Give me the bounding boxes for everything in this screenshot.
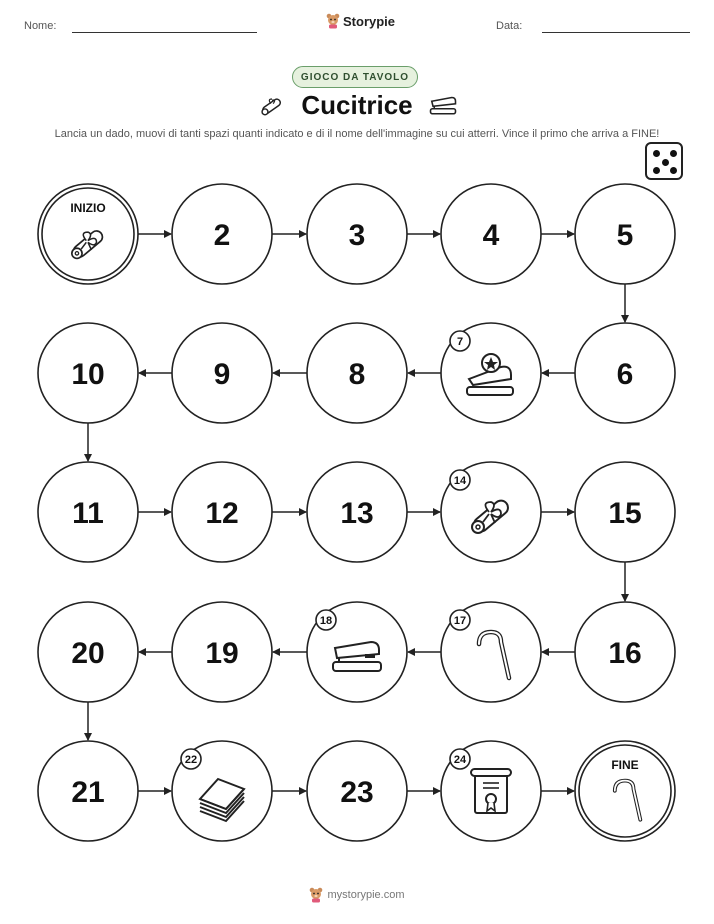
space-number: 21: [71, 776, 105, 809]
space-number-badge: 17: [453, 615, 467, 627]
stapler-icon: [333, 642, 381, 671]
footer: [0, 887, 714, 903]
space-number-badge: 18: [319, 615, 333, 627]
space-number: 4: [482, 219, 500, 252]
space-number: 10: [71, 358, 105, 391]
finish-label: FINE: [611, 758, 639, 772]
board-space: [172, 462, 272, 562]
board-space: [575, 602, 675, 702]
board-space: [38, 323, 138, 423]
board-space: [575, 184, 675, 284]
space-number: 2: [213, 219, 231, 252]
space-number: 3: [348, 219, 366, 252]
board-space: [38, 462, 138, 562]
start-label: INIZIO: [70, 201, 106, 215]
board-space: [172, 741, 272, 841]
space-number: 23: [340, 776, 374, 809]
board-space: [575, 741, 675, 841]
footer-url: mystorypie.com: [327, 889, 405, 901]
board-space: [307, 741, 407, 841]
space-number: 15: [608, 497, 642, 530]
space-number: 9: [213, 358, 231, 391]
space-number: 11: [72, 497, 104, 530]
board-space: [38, 184, 138, 284]
instructions: Lancia un dado, muovi di tanti spazi quanti indicato e di il nome dell'immagine su cui atterri. Vince il primo che arriva a FINE!: [54, 128, 660, 140]
board-space: [307, 462, 407, 562]
space-number-badge: 7: [456, 336, 464, 348]
space-number-badge: 24: [453, 754, 467, 766]
space-number: 5: [616, 219, 634, 252]
board-space: [307, 323, 407, 423]
board-space: [38, 741, 138, 841]
board-space: [172, 184, 272, 284]
brand-name: Storypie: [343, 13, 396, 29]
space-number: 19: [205, 637, 239, 670]
bear-mascot-icon: [309, 887, 323, 903]
board-space: [307, 602, 407, 702]
board-space: [441, 741, 541, 841]
board-space: [441, 323, 541, 423]
board-space: [38, 602, 138, 702]
space-number-badge: 14: [453, 475, 467, 487]
board-space: [575, 462, 675, 562]
space-number-badge: 22: [184, 754, 198, 766]
board-space: [307, 184, 407, 284]
certificate-icon: [471, 769, 511, 813]
board-space: [441, 602, 541, 702]
space-number: 8: [348, 358, 366, 391]
space-number: 13: [340, 497, 374, 530]
board-space: [441, 462, 541, 562]
space-number: 20: [71, 637, 105, 670]
date-label: Data:: [496, 20, 523, 32]
game-type-badge: GIOCO DA TAVOLO: [292, 66, 418, 88]
space-number: 12: [205, 497, 239, 530]
board-space: [441, 184, 541, 284]
board-space: [575, 323, 675, 423]
space-number: 6: [616, 358, 634, 391]
name-label: Nome:: [24, 20, 57, 32]
page-title: Cucitrice: [301, 90, 413, 120]
board-space: [172, 602, 272, 702]
board-space: [172, 323, 272, 423]
space-number: 16: [608, 637, 642, 670]
